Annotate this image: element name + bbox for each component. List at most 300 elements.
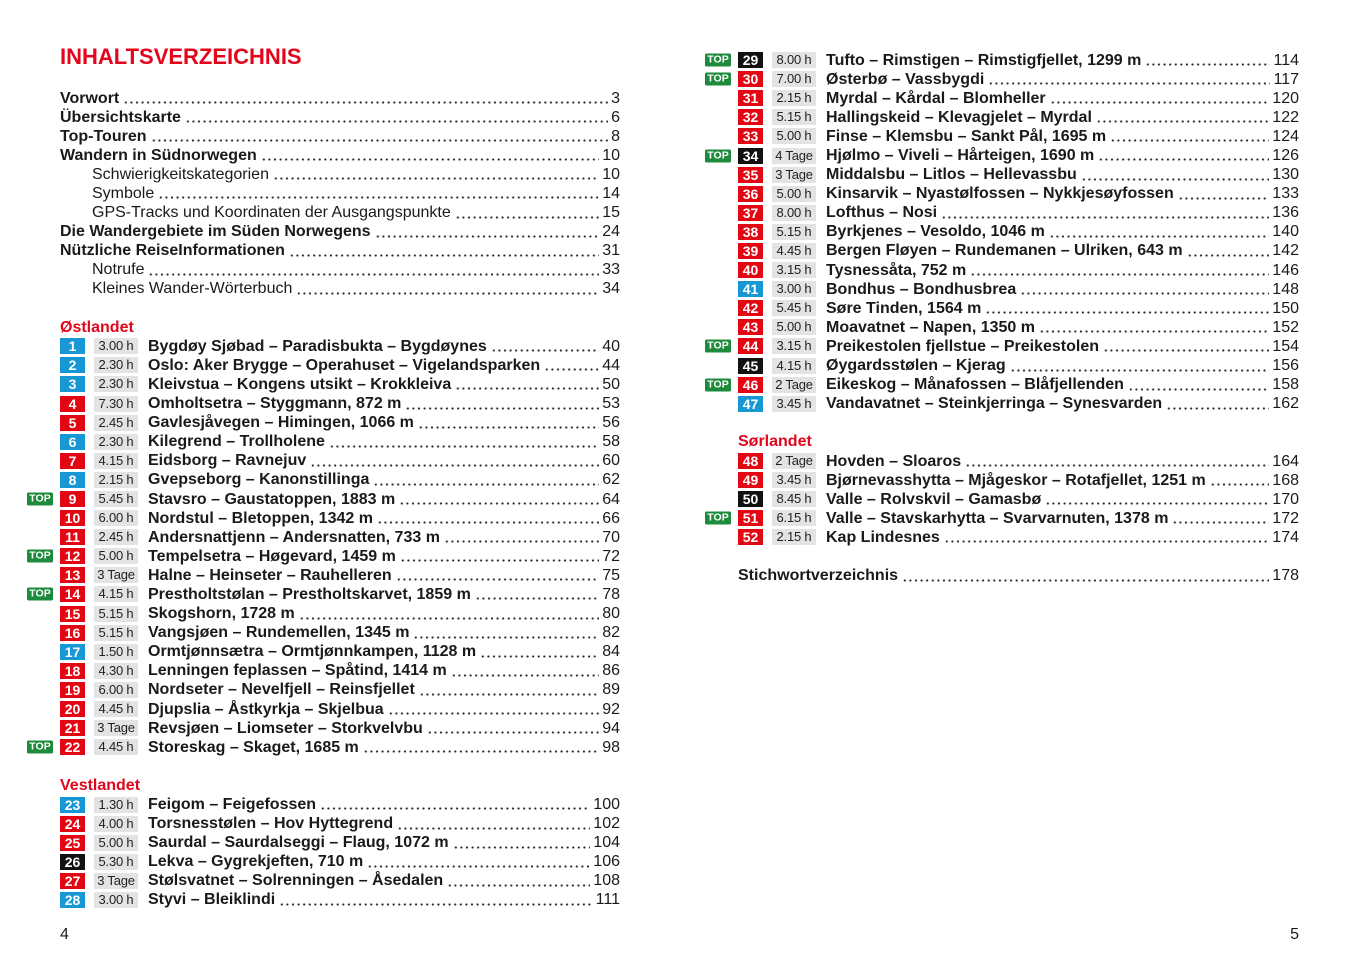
dot-leader bbox=[388, 700, 600, 719]
tour-page-number: 174 bbox=[1272, 528, 1299, 546]
page-number-right: 5 bbox=[1290, 926, 1299, 943]
walking-time: 3.00 h bbox=[772, 281, 816, 297]
top-tour-badge: TOP bbox=[27, 493, 53, 506]
tour-page-number: 124 bbox=[1272, 127, 1299, 145]
tour-page-number: 106 bbox=[593, 853, 620, 871]
tour-title: Gavlesjåvegen – Himingen, 1066 m bbox=[148, 414, 414, 432]
walking-time: 3 Tage bbox=[94, 567, 138, 583]
toc-entry-label: Top-Touren bbox=[60, 127, 147, 145]
walking-time: 3.15 h bbox=[772, 262, 816, 278]
tour-page-number: 50 bbox=[602, 375, 620, 393]
tour-number-box: 48 bbox=[738, 453, 763, 469]
tour-title: Østerbø – Vassbygdi bbox=[826, 70, 985, 88]
tour-title: Hovden – Sloaros bbox=[826, 452, 962, 470]
spacer bbox=[738, 547, 1299, 566]
toc-entry bbox=[60, 89, 620, 108]
top-tour-badge: TOP bbox=[705, 54, 731, 67]
tour-page-number: 114 bbox=[1273, 51, 1299, 69]
tour-page-number: 117 bbox=[1273, 70, 1299, 88]
toc-entry-page-number: 178 bbox=[1272, 567, 1299, 585]
walking-time: 5.15 h bbox=[94, 606, 138, 622]
tour-entry-5 bbox=[60, 413, 620, 432]
left-toc-column bbox=[29, 89, 620, 910]
toc-entry bbox=[60, 222, 620, 241]
dot-leader bbox=[299, 604, 599, 623]
dot-leader bbox=[455, 203, 599, 222]
tour-title: Bondhus – Bondhusbrea bbox=[826, 280, 1017, 298]
tour-page-number: 82 bbox=[602, 624, 620, 642]
toc-entry bbox=[60, 146, 620, 165]
tour-entry-20 bbox=[60, 700, 620, 719]
tour-entry-8 bbox=[60, 470, 620, 489]
tour-number-box: 45 bbox=[738, 358, 763, 374]
tour-entry-39 bbox=[738, 241, 1299, 260]
tour-entry-43 bbox=[738, 318, 1299, 337]
tour-page-number: 152 bbox=[1272, 318, 1299, 336]
tour-title: Stølsvatnet – Solrenningen – Åsedalen bbox=[148, 872, 444, 890]
walking-time: 4.15 h bbox=[772, 358, 816, 374]
dot-leader bbox=[418, 413, 599, 432]
tour-page-number: 130 bbox=[1272, 166, 1299, 184]
tour-page-number: 104 bbox=[593, 834, 620, 852]
dot-leader bbox=[373, 470, 599, 489]
walking-time: 4.30 h bbox=[94, 663, 138, 679]
dot-leader bbox=[1172, 509, 1269, 528]
dot-leader bbox=[375, 222, 600, 241]
tour-title: Lofthus – Nosi bbox=[826, 204, 938, 222]
walking-time: 1.50 h bbox=[94, 644, 138, 660]
tour-title: Nordstul – Bletoppen, 1342 m bbox=[148, 509, 373, 527]
tour-number-box: 19 bbox=[60, 682, 85, 698]
spacer bbox=[60, 299, 620, 318]
tour-title: Lenningen feplassen – Spåtind, 1414 m bbox=[148, 662, 447, 680]
walking-time: 5.30 h bbox=[94, 854, 138, 870]
walking-time: 8.45 h bbox=[772, 491, 816, 507]
walking-time: 2.30 h bbox=[94, 376, 138, 392]
dot-leader bbox=[1103, 337, 1269, 356]
dot-leader bbox=[1187, 241, 1270, 260]
dot-leader bbox=[158, 184, 599, 203]
tour-page-number: 98 bbox=[602, 738, 620, 756]
dot-leader bbox=[419, 680, 599, 699]
tour-number-box: 28 bbox=[60, 892, 85, 908]
dot-leader bbox=[1010, 356, 1270, 375]
tour-title: Bygdøy Sjøbad – Paradisbukta – Bygdøynes bbox=[148, 337, 487, 355]
dot-leader bbox=[444, 528, 599, 547]
tour-entry-1 bbox=[60, 337, 620, 356]
walking-time: 8.00 h bbox=[772, 205, 816, 221]
tour-number-box: 47 bbox=[738, 396, 763, 412]
left-page bbox=[0, 0, 679, 969]
tour-entry-51 bbox=[707, 509, 1299, 528]
tour-number-box: 49 bbox=[738, 472, 763, 488]
tour-entry-27 bbox=[60, 871, 620, 890]
walking-time: 3 Tage bbox=[94, 873, 138, 889]
tour-entry-37 bbox=[738, 203, 1299, 222]
top-tour-badge: TOP bbox=[705, 512, 731, 525]
spacer bbox=[60, 757, 620, 776]
tour-number-box: 43 bbox=[738, 319, 763, 335]
walking-time: 4 Tage bbox=[772, 148, 816, 164]
tour-page-number: 92 bbox=[602, 700, 620, 718]
walking-time: 2 Tage bbox=[772, 377, 816, 393]
tour-entry-35 bbox=[738, 165, 1299, 184]
tour-number-box: 35 bbox=[738, 167, 763, 183]
dot-leader bbox=[1098, 146, 1269, 165]
dot-leader bbox=[988, 70, 1270, 89]
tour-entry-21 bbox=[60, 719, 620, 738]
walking-time: 4.15 h bbox=[94, 453, 138, 469]
top-tour-badge: TOP bbox=[705, 378, 731, 391]
tour-number-box: 12 bbox=[60, 548, 85, 564]
toc-entry-label: Die Wandergebiete im Süden Norwegens bbox=[60, 223, 371, 241]
top-tour-badge: TOP bbox=[27, 550, 53, 563]
walking-time: 2.15 h bbox=[94, 472, 138, 488]
tour-entry-9 bbox=[29, 489, 620, 508]
dot-leader bbox=[427, 719, 599, 738]
tour-title: Storeskag – Skaget, 1685 m bbox=[148, 738, 359, 756]
dot-leader bbox=[367, 852, 590, 871]
tour-title: Finse – Klemsbu – Sankt Pål, 1695 m bbox=[826, 127, 1107, 145]
tour-page-number: 120 bbox=[1272, 89, 1299, 107]
tour-number-box: 41 bbox=[738, 281, 763, 297]
walking-time: 3.00 h bbox=[94, 338, 138, 354]
tour-title: Kap Lindesnes bbox=[826, 528, 940, 546]
dot-leader bbox=[1166, 394, 1269, 413]
dot-leader bbox=[544, 356, 599, 375]
tour-number-box: 11 bbox=[60, 529, 85, 545]
tour-page-number: 150 bbox=[1272, 299, 1299, 317]
tour-title: Preikestolen fjellstue – Preikestolen bbox=[826, 337, 1100, 355]
dot-leader bbox=[123, 89, 608, 108]
toc-entry-label: Übersichtskarte bbox=[60, 108, 181, 126]
spacer bbox=[738, 413, 1299, 432]
tour-number-box: 3 bbox=[60, 376, 85, 392]
tour-number-box: 20 bbox=[60, 701, 85, 717]
tour-entry-46 bbox=[707, 375, 1299, 394]
tour-entry-30 bbox=[707, 70, 1299, 89]
dot-leader bbox=[965, 451, 1269, 470]
tour-title: Bjørnevasshytta – Mjågeskor – Rotafjellet, 1251 m bbox=[826, 471, 1206, 489]
walking-time: 1.30 h bbox=[94, 797, 138, 813]
tour-entry-32 bbox=[738, 108, 1299, 127]
tour-title: Revsjøen – Liomseter – Storkvelvbu bbox=[148, 719, 423, 737]
toc-entry-page-number: 14 bbox=[602, 185, 620, 203]
tour-page-number: 78 bbox=[602, 585, 620, 603]
tour-entry-50 bbox=[738, 490, 1299, 509]
walking-time: 5.00 h bbox=[772, 319, 816, 335]
tour-number-box: 17 bbox=[60, 644, 85, 660]
dot-leader bbox=[985, 299, 1269, 318]
tour-entry-4 bbox=[60, 394, 620, 413]
tour-entry-29 bbox=[707, 51, 1299, 70]
tour-title: Byrkjenes – Vesoldo, 1046 m bbox=[826, 223, 1045, 241]
walking-time: 4.45 h bbox=[94, 739, 138, 755]
walking-time: 5.45 h bbox=[94, 491, 138, 507]
toc-entry-page-number: 10 bbox=[602, 165, 620, 183]
tour-page-number: 94 bbox=[602, 719, 620, 737]
tour-title: Styvi – Bleiklindi bbox=[148, 891, 276, 909]
walking-time: 6.15 h bbox=[772, 510, 816, 526]
tour-page-number: 126 bbox=[1272, 147, 1299, 165]
page-number-left: 4 bbox=[60, 926, 69, 943]
dot-leader bbox=[405, 394, 599, 413]
tour-page-number: 111 bbox=[595, 891, 620, 909]
tour-page-number: 44 bbox=[602, 356, 620, 374]
top-tour-badge: TOP bbox=[27, 588, 53, 601]
tour-title: Kinsarvik – Nyastølfossen – Nykkjesøyfossen bbox=[826, 185, 1174, 203]
dot-leader bbox=[377, 509, 599, 528]
tour-title: Torsnesstølen – Hov Hyttegrend bbox=[148, 815, 394, 833]
tour-page-number: 162 bbox=[1272, 395, 1299, 413]
dot-leader bbox=[1081, 165, 1270, 184]
dot-leader bbox=[1128, 375, 1269, 394]
toc-entry-label: Wandern in Südnorwegen bbox=[60, 146, 257, 164]
tour-page-number: 89 bbox=[602, 681, 620, 699]
tour-page-number: 140 bbox=[1272, 223, 1299, 241]
dot-leader bbox=[480, 642, 599, 661]
dot-leader bbox=[320, 795, 590, 814]
tour-page-number: 136 bbox=[1272, 204, 1299, 222]
tour-page-number: 40 bbox=[602, 337, 620, 355]
tour-entry-18 bbox=[60, 661, 620, 680]
tour-page-number: 108 bbox=[593, 872, 620, 890]
toc-entry bbox=[60, 108, 620, 127]
tour-number-box: 25 bbox=[60, 835, 85, 851]
tour-page-number: 133 bbox=[1272, 185, 1299, 203]
tour-number-box: 7 bbox=[60, 453, 85, 469]
tour-entry-2 bbox=[60, 356, 620, 375]
toc-entry bbox=[60, 279, 620, 298]
walking-time: 3.15 h bbox=[772, 338, 816, 354]
dot-leader bbox=[970, 261, 1269, 280]
tour-title: Middalsbu – Litlos – Hellevassbu bbox=[826, 166, 1077, 184]
toc-entry-page-number: 8 bbox=[611, 127, 620, 145]
top-tour-badge: TOP bbox=[27, 741, 53, 754]
tour-title: Tysnessåta, 752 m bbox=[826, 261, 967, 279]
section-heading: Østlandet bbox=[60, 318, 134, 336]
tour-page-number: 142 bbox=[1272, 242, 1299, 260]
tour-entry-49 bbox=[738, 471, 1299, 490]
tour-title: Skogshorn, 1728 m bbox=[148, 605, 295, 623]
tour-number-box: 50 bbox=[738, 491, 763, 507]
walking-time: 5.45 h bbox=[772, 300, 816, 316]
tour-title: Eidsborg – Ravnejuv bbox=[148, 452, 307, 470]
toc-entry-label: Schwierigkeitskategorien bbox=[92, 165, 269, 183]
toc-entry bbox=[60, 184, 620, 203]
tour-page-number: 122 bbox=[1272, 108, 1299, 126]
toc-entry bbox=[60, 127, 620, 146]
walking-time: 2.30 h bbox=[94, 357, 138, 373]
tour-number-box: 9 bbox=[60, 491, 85, 507]
section-heading: Sørlandet bbox=[738, 433, 812, 451]
dot-leader bbox=[451, 661, 599, 680]
tour-entry-31 bbox=[738, 89, 1299, 108]
tour-title: Eikeskog – Månafossen – Blåfjellenden bbox=[826, 376, 1124, 394]
tour-page-number: 146 bbox=[1272, 261, 1299, 279]
walking-time: 3 Tage bbox=[772, 167, 816, 183]
walking-time: 6.00 h bbox=[94, 682, 138, 698]
walking-time: 5.15 h bbox=[772, 109, 816, 125]
toc-entry-label: Notrufe bbox=[92, 261, 145, 279]
tour-title: Valle – Rolvskvil – Gamasbø bbox=[826, 490, 1042, 508]
tour-number-box: 5 bbox=[60, 415, 85, 431]
tour-title: Kilegrend – Trollholene bbox=[148, 433, 325, 451]
toc-entry-label: Kleines Wander-Wörterbuch bbox=[92, 280, 293, 298]
tour-page-number: 172 bbox=[1272, 509, 1299, 527]
tour-entry-44 bbox=[707, 337, 1299, 356]
dot-leader bbox=[1020, 280, 1269, 299]
tour-entry-48 bbox=[738, 451, 1299, 470]
tour-title: Myrdal – Kårdal – Blomheller bbox=[826, 89, 1046, 107]
tour-number-box: 14 bbox=[60, 586, 85, 602]
dot-leader bbox=[363, 738, 599, 757]
walking-time: 2.45 h bbox=[94, 415, 138, 431]
tour-title: Hjølmo – Viveli – Hårteigen, 1690 m bbox=[826, 147, 1095, 165]
right-page bbox=[679, 0, 1359, 969]
dot-leader bbox=[1039, 318, 1269, 337]
section-heading: Vestlandet bbox=[60, 776, 141, 794]
tour-page-number: 66 bbox=[602, 509, 620, 527]
tour-entry-28 bbox=[60, 890, 620, 909]
tour-page-number: 154 bbox=[1272, 337, 1299, 355]
toc-entry-page-number: 31 bbox=[602, 242, 620, 260]
tour-number-box: 4 bbox=[60, 396, 85, 412]
tour-number-box: 26 bbox=[60, 854, 85, 870]
tour-entry-25 bbox=[60, 833, 620, 852]
dot-leader bbox=[491, 337, 599, 356]
dot-leader bbox=[1045, 490, 1269, 509]
walking-time: 7.00 h bbox=[772, 71, 816, 87]
tour-number-box: 22 bbox=[60, 739, 85, 755]
tour-entry-47 bbox=[738, 394, 1299, 413]
toc-entry-page-number: 33 bbox=[602, 261, 620, 279]
tour-number-box: 44 bbox=[738, 338, 763, 354]
tour-page-number: 60 bbox=[602, 452, 620, 470]
tour-title: Halne – Heinseter – Rauhelleren bbox=[148, 566, 392, 584]
tour-page-number: 75 bbox=[602, 566, 620, 584]
top-tour-badge: TOP bbox=[705, 149, 731, 162]
tour-entry-19 bbox=[60, 680, 620, 699]
dot-leader bbox=[413, 623, 599, 642]
tour-entry-7 bbox=[60, 451, 620, 470]
tour-page-number: 148 bbox=[1272, 280, 1299, 298]
dot-leader bbox=[329, 432, 599, 451]
walking-time: 2.30 h bbox=[94, 434, 138, 450]
tour-number-box: 51 bbox=[738, 510, 763, 526]
walking-time: 6.00 h bbox=[94, 510, 138, 526]
tour-page-number: 100 bbox=[593, 796, 620, 814]
tour-page-number: 53 bbox=[602, 395, 620, 413]
dot-leader bbox=[944, 528, 1269, 547]
walking-time: 3.45 h bbox=[772, 396, 816, 412]
tour-title: Gvepseborg – Kanonstillinga bbox=[148, 471, 370, 489]
dot-leader bbox=[1096, 108, 1269, 127]
tour-page-number: 84 bbox=[602, 643, 620, 661]
dot-leader bbox=[1145, 51, 1270, 70]
tour-number-box: 39 bbox=[738, 243, 763, 259]
top-tour-badge: TOP bbox=[705, 340, 731, 353]
dot-leader bbox=[148, 260, 599, 279]
toc-title: INHALTSVERZEICHNIS bbox=[60, 44, 302, 69]
tour-entry-38 bbox=[738, 222, 1299, 241]
tour-title: Stavsro – Gaustatoppen, 1883 m bbox=[148, 490, 396, 508]
toc-entry-page-number: 34 bbox=[602, 280, 620, 298]
tour-number-box: 10 bbox=[60, 510, 85, 526]
toc-entry-label: GPS-Tracks und Koordinaten der Ausgangspunkte bbox=[92, 204, 451, 222]
walking-time: 2.15 h bbox=[772, 90, 816, 106]
dot-leader bbox=[1049, 222, 1270, 241]
tour-number-box: 40 bbox=[738, 262, 763, 278]
tour-entry-16 bbox=[60, 623, 620, 642]
walking-time: 4.15 h bbox=[94, 586, 138, 602]
toc-entry-label: Vorwort bbox=[60, 89, 120, 107]
tour-number-box: 33 bbox=[738, 128, 763, 144]
toc-entry-page-number: 15 bbox=[602, 204, 620, 222]
dot-leader bbox=[296, 279, 599, 298]
toc-entry bbox=[60, 203, 620, 222]
toc-entry bbox=[60, 241, 620, 260]
tour-title: Øygardsstølen – Kjerag bbox=[826, 357, 1006, 375]
dot-leader bbox=[261, 146, 599, 165]
tour-title: Ormtjønnsætra – Ormtjønnkampen, 1128 m bbox=[148, 643, 477, 661]
tour-title: Nordseter – Nevelfjell – Reinsfjellet bbox=[148, 681, 415, 699]
tour-number-box: 42 bbox=[738, 300, 763, 316]
tour-number-box: 21 bbox=[60, 720, 85, 736]
top-tour-badge: TOP bbox=[705, 73, 731, 86]
tour-number-box: 1 bbox=[60, 338, 85, 354]
tour-page-number: 170 bbox=[1272, 490, 1299, 508]
dot-leader bbox=[397, 814, 590, 833]
tour-title: Oslo: Aker Brygge – Operahuset – Vigelandsparken bbox=[148, 356, 541, 374]
dot-leader bbox=[455, 375, 599, 394]
tour-entry-10 bbox=[60, 509, 620, 528]
dot-leader bbox=[151, 127, 609, 146]
tour-entry-17 bbox=[60, 642, 620, 661]
tour-entry-13 bbox=[60, 566, 620, 585]
walking-time: 5.15 h bbox=[94, 625, 138, 641]
tour-page-number: 56 bbox=[602, 414, 620, 432]
tour-entry-36 bbox=[738, 184, 1299, 203]
toc-entry bbox=[60, 165, 620, 184]
tour-title: Djupslia – Åstkyrkja – Skjelbua bbox=[148, 700, 384, 718]
tour-page-number: 80 bbox=[602, 605, 620, 623]
tour-entry-11 bbox=[60, 528, 620, 547]
tour-number-box: 46 bbox=[738, 377, 763, 393]
dot-leader bbox=[289, 241, 599, 260]
right-toc-column bbox=[707, 51, 1299, 586]
walking-time: 5.00 h bbox=[772, 186, 816, 202]
dot-leader bbox=[400, 547, 599, 566]
walking-time: 7.30 h bbox=[94, 396, 138, 412]
tour-title: Vandavatnet – Steinkjerringa – Synesvarden bbox=[826, 395, 1163, 413]
tour-number-box: 37 bbox=[738, 205, 763, 221]
tour-entry-40 bbox=[738, 261, 1299, 280]
dot-leader bbox=[941, 203, 1269, 222]
tour-page-number: 164 bbox=[1272, 452, 1299, 470]
toc-entry bbox=[60, 260, 620, 279]
tour-number-box: 6 bbox=[60, 434, 85, 450]
tour-number-box: 16 bbox=[60, 625, 85, 641]
tour-page-number: 156 bbox=[1272, 357, 1299, 375]
tour-title: Feigom – Feigefossen bbox=[148, 796, 317, 814]
tour-title: Omholtsetra – Styggmann, 872 m bbox=[148, 395, 402, 413]
toc-entry-page-number: 6 bbox=[611, 108, 620, 126]
walking-time: 5.00 h bbox=[94, 548, 138, 564]
toc-entry-page-number: 10 bbox=[602, 146, 620, 164]
tour-title: Valle – Stavskarhytta – Svarvarnuten, 1378 m bbox=[826, 509, 1169, 527]
tour-entry-24 bbox=[60, 814, 620, 833]
